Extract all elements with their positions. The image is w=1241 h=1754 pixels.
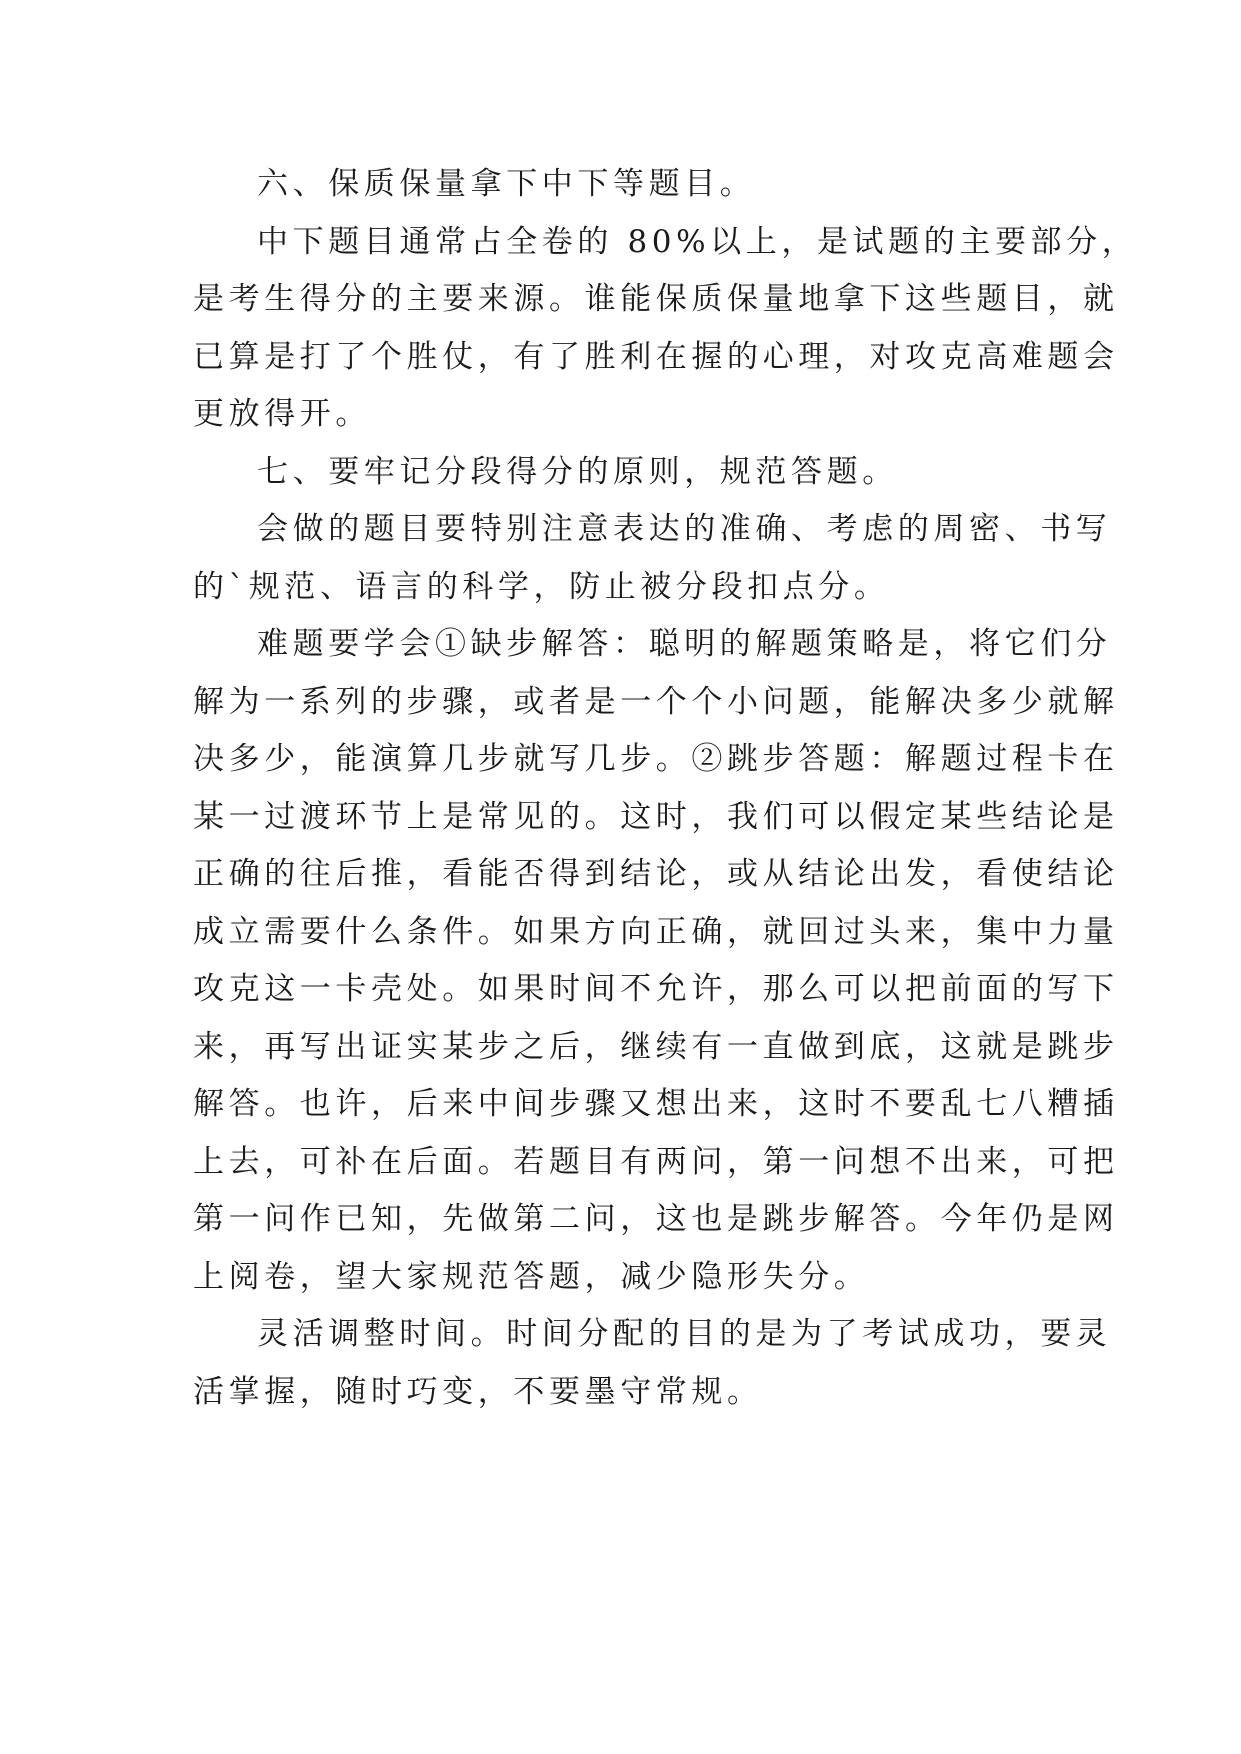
paragraph-line: 灵活调整时间。时间分配的目的是为了考试成功，要灵 bbox=[257, 1316, 1112, 1352]
paragraph-line: 解为一系列的步骤，或者是一个个小问题，能解决多少就解 bbox=[193, 683, 1119, 720]
paragraph-line: 第一问作已知，先做第二问，这也是跳步解答。今年仍是网 bbox=[193, 1201, 1119, 1237]
paragraph-line: 会做的题目要特别注意表达的准确、考虑的周密、书写 bbox=[257, 511, 1112, 547]
paragraph-line: 成立需要什么条件。如果方向正确，就回过头来，集中力量 bbox=[193, 913, 1119, 950]
paragraph-line: 更放得开。 bbox=[193, 396, 371, 432]
document-body bbox=[193, 156, 1138, 1421]
section-heading-7: 七、要牢记分段得分的原则，规范答题。 bbox=[257, 453, 898, 490]
paragraph-line: 上去，可补在后面。若题目有两问，第一问想不出来，可把 bbox=[193, 1143, 1119, 1180]
paragraph-line: 某一过渡环节上是常见的。这时，我们可以假定某些结论是 bbox=[193, 798, 1119, 835]
paragraph-line: 已算是打了个胜仗，有了胜利在握的心理，对攻克高难题会 bbox=[193, 338, 1119, 375]
paragraph-line: 决多少，能演算几步就写几步。②跳步答题：解题过程卡在 bbox=[193, 741, 1119, 777]
paragraph-line: 正确的往后推，看能否得到结论，或从结论出发，看使结论 bbox=[193, 856, 1119, 892]
paragraph-line: 上阅卷，望大家规范答题，减少隐形失分。 bbox=[193, 1258, 870, 1295]
paragraph-line: 攻克这一卡壳处。如果时间不允许，那么可以把前面的写下 bbox=[193, 971, 1119, 1007]
paragraph-line: 是考生得分的主要来源。谁能保质保量地拿下这些题目，就 bbox=[193, 281, 1119, 317]
paragraph-line: 解答。也许，后来中间步骤又想出来，这时不要乱七八糟插 bbox=[193, 1086, 1119, 1122]
paragraph-line: 中下题目通常占全卷的 80%以上，是试题的主要部分， bbox=[257, 223, 1138, 260]
section-heading-6: 六、保质保量拿下中下等题目。 bbox=[257, 166, 756, 202]
paragraph-line: 来，再写出证实某步之后，继续有一直做到底，这就是跳步 bbox=[193, 1028, 1119, 1065]
paragraph-line: 活掌握，随时巧变，不要墨守常规。 bbox=[193, 1373, 763, 1410]
paragraph-line: 的`规范、语言的科学，防止被分段扣点分。 bbox=[193, 568, 890, 605]
paragraph-line: 难题要学会①缺步解答：聪明的解题策略是，将它们分 bbox=[257, 626, 1112, 662]
